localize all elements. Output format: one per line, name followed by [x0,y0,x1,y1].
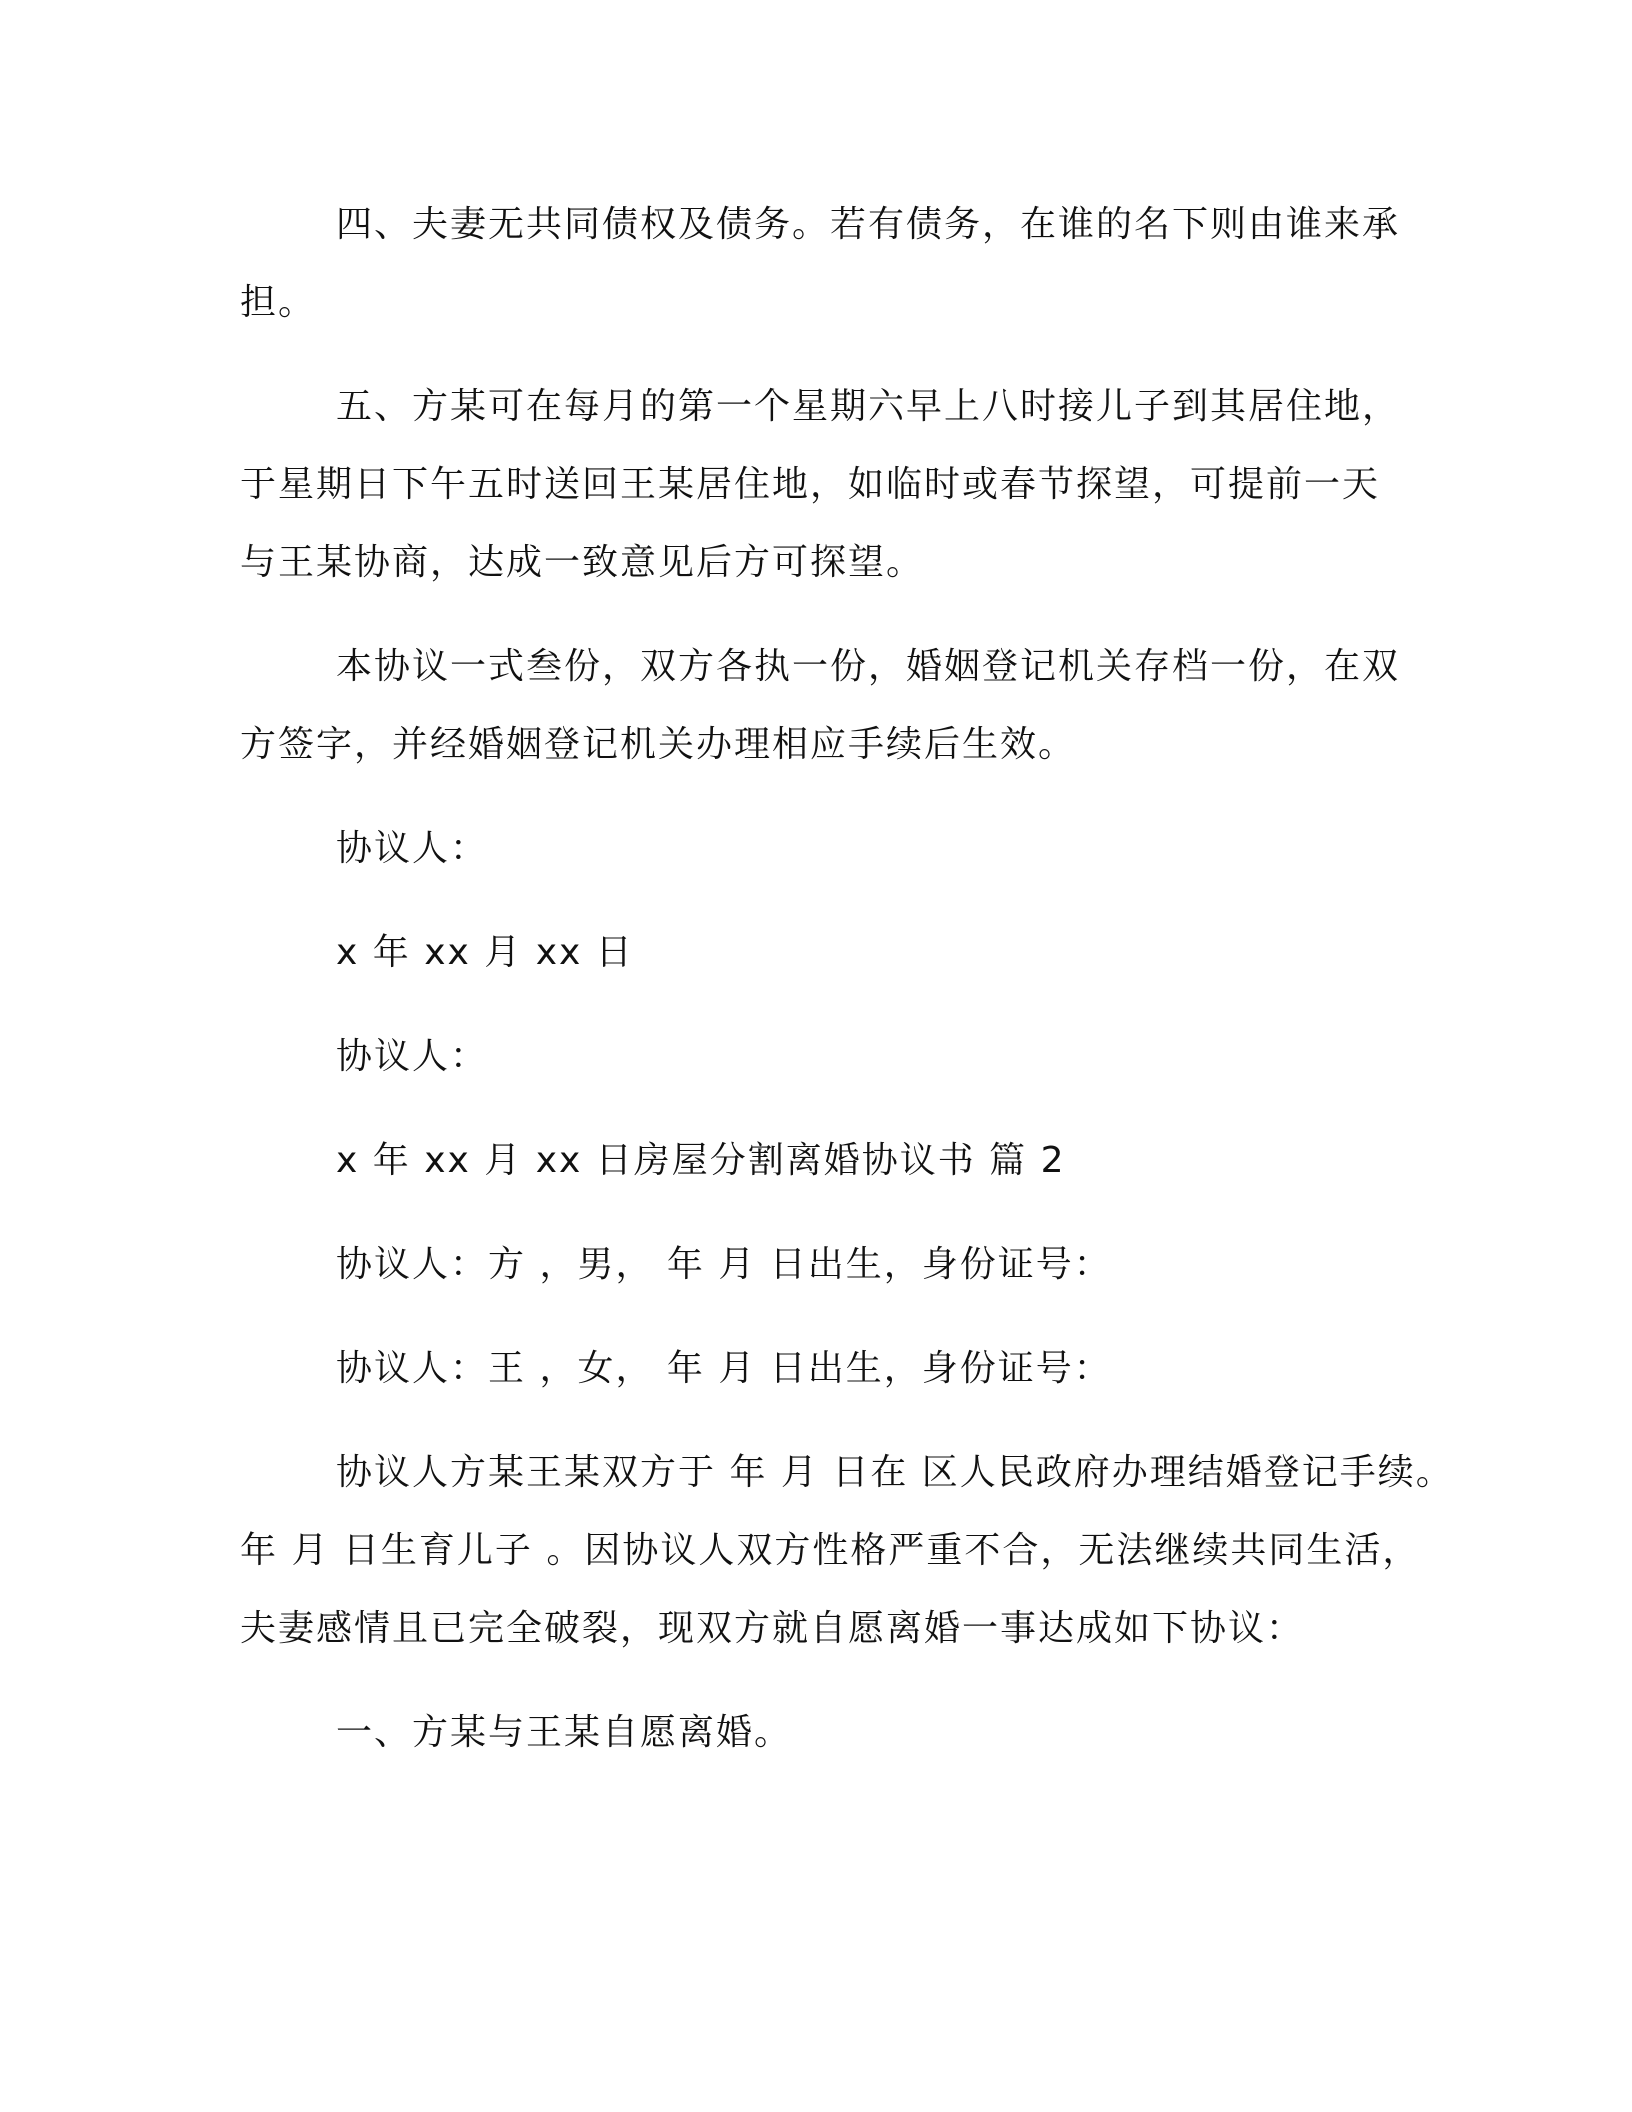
paragraph-background [240,1434,1454,1668]
text-line: 于星期日下午五时送回王某居住地，如临时或春节探望，可提前一天 [240,464,1381,505]
text-line: x 年 xx 月 xx 日房屋分割离婚协议书 篇 2 [336,1140,1066,1181]
text-line: 协议人：王 ，女， 年 月 日出生，身份证号： [336,1348,1112,1389]
paragraph-debt [240,186,1400,342]
clause-one [240,1694,1400,1772]
section-heading [240,1122,1400,1200]
text-line: 协议人： [336,828,489,869]
text-line: 五、方某可在每月的第一个星期六早上八时接儿子到其居住地， [336,386,1401,427]
paragraph-visitation [240,368,1400,602]
text-line: 协议人方某王某双方于 年 月 日在 区人民政府办理结婚登记手续。 [336,1452,1454,1493]
text-line: 方签字，并经婚姻登记机关办理相应手续后生效。 [240,724,1077,765]
text-line: 一、方某与王某自愿离婚。 [336,1712,793,1753]
text-line: 担。 [240,282,317,323]
text-line: 夫妻感情且已完全破裂，现双方就自愿离婚一事达成如下协议： [240,1608,1305,1649]
paragraph-copies [240,628,1400,784]
party-female [240,1330,1400,1408]
signatory-label [240,810,1400,888]
document-body [240,186,1454,1798]
signature-date [240,914,1400,992]
text-line: 协议人：方 ，男， 年 月 日出生，身份证号： [336,1244,1112,1285]
signatory-label [240,1018,1400,1096]
text-line: 本协议一式叁份，双方各执一份，婚姻登记机关存档一份，在双 [336,646,1401,687]
text-line: 四、夫妻无共同债权及债务。若有债务，在谁的名下则由谁来承 [336,204,1401,245]
text-line: x 年 xx 月 xx 日 [336,932,634,973]
text-line: 与王某协商，达成一致意见后方可探望。 [240,542,925,583]
text-line: 年 月 日生育儿子 。因协议人双方性格严重不合，无法继续共同生活， [240,1530,1421,1571]
party-male [240,1226,1400,1304]
text-line: 协议人： [336,1036,489,1077]
